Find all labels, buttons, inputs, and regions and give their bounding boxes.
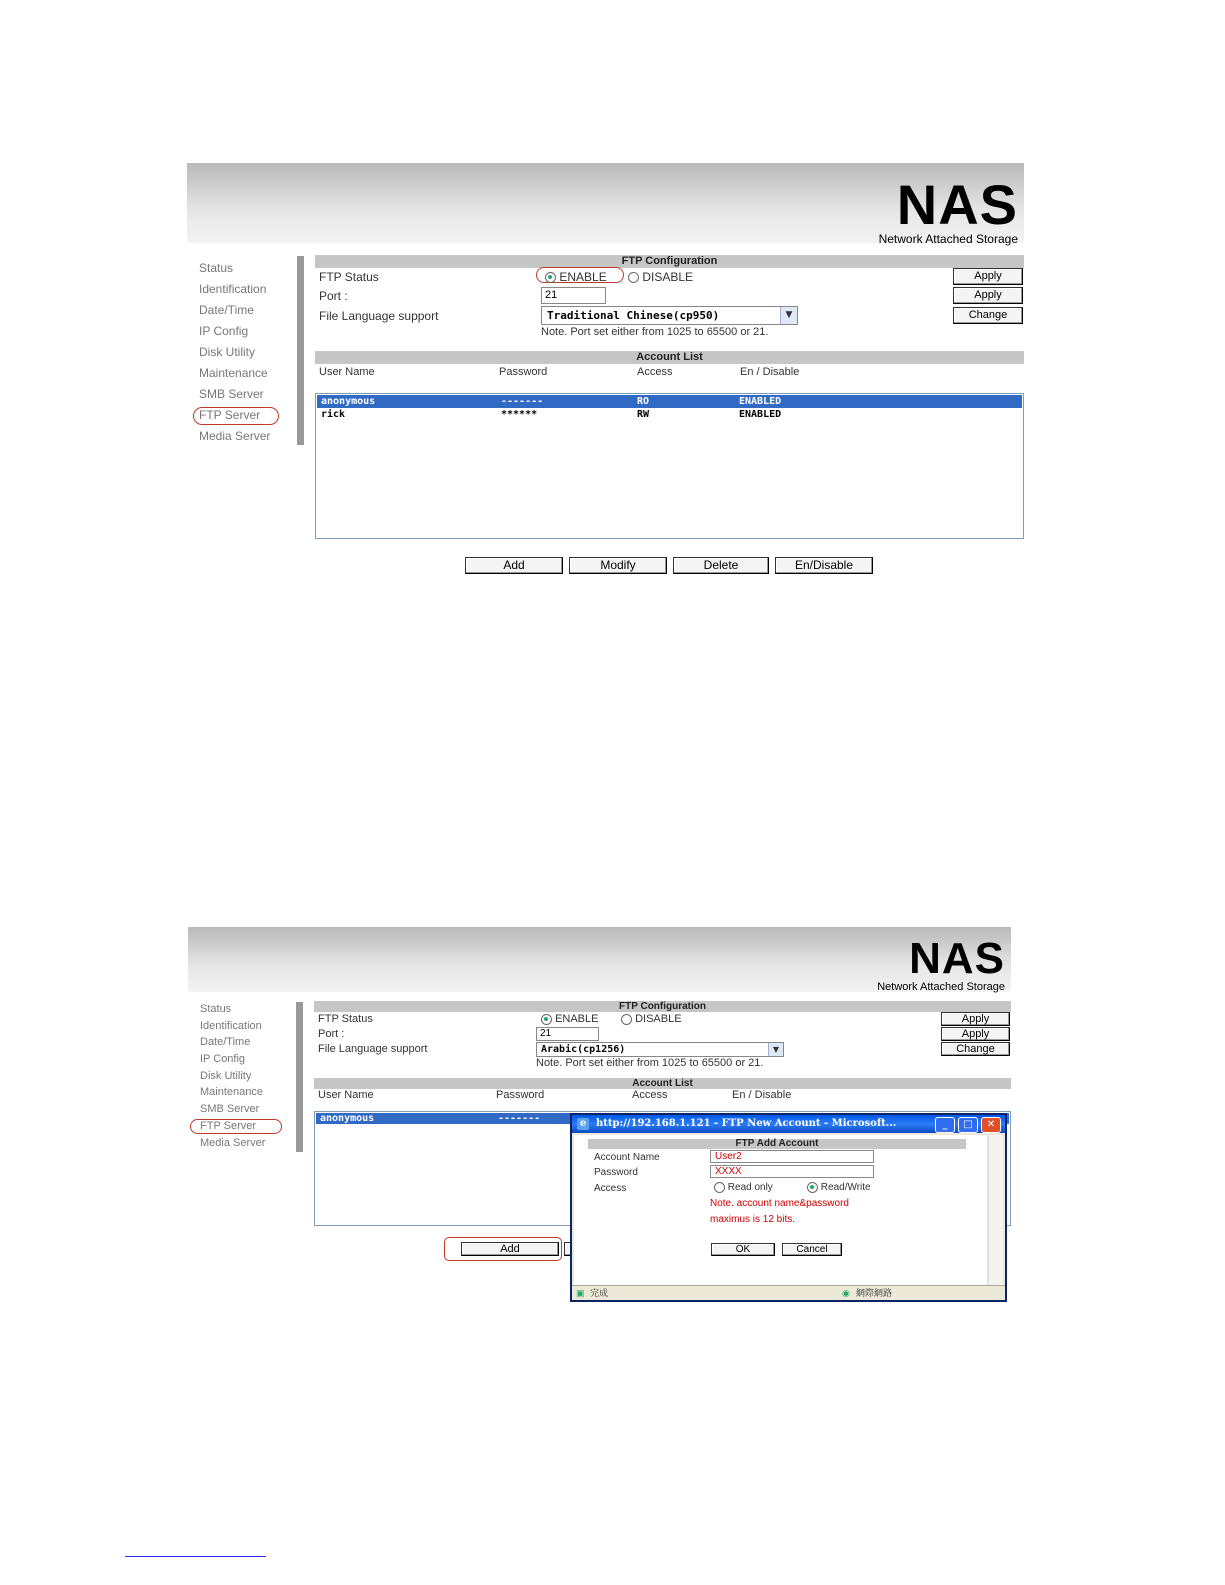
- sidebar-item-ftp-server[interactable]: FTP Server: [188, 1118, 265, 1135]
- sidebar-item-disk-utility[interactable]: Disk Utility: [200, 1069, 252, 1082]
- language-select[interactable]: Arabic(cp1256) ▼: [536, 1042, 784, 1057]
- new-account-window: [570, 1113, 1007, 1302]
- window-status-bar: [572, 1285, 1005, 1300]
- language-row: [315, 306, 1024, 325]
- account-name-input[interactable]: User2: [710, 1150, 874, 1163]
- chevron-down-icon[interactable]: ▼: [768, 1043, 783, 1056]
- read-only-option[interactable]: Read only: [714, 1182, 773, 1193]
- port-note: Note. Port set either from 1025 to 65500 or 21.: [541, 326, 769, 338]
- nas-logo: NAS Network Attached Storage: [878, 173, 1018, 246]
- ftp-status-row: [315, 268, 1024, 287]
- cancel-button[interactable]: Cancel: [782, 1243, 842, 1256]
- note-row: [314, 1057, 1011, 1078]
- delete-button[interactable]: Delete: [673, 557, 769, 574]
- main-panel: [315, 255, 1024, 420]
- apply-port-button[interactable]: Apply: [941, 1027, 1010, 1041]
- change-language-button[interactable]: Change: [941, 1042, 1010, 1056]
- minimize-icon[interactable]: _: [935, 1117, 955, 1133]
- header-banner: [188, 927, 1011, 992]
- port-label: Port :: [318, 1028, 345, 1040]
- read-write-option[interactable]: Read/Write: [807, 1182, 871, 1193]
- enable-radio[interactable]: [545, 272, 556, 283]
- read-only-radio[interactable]: [714, 1182, 725, 1193]
- account-list-heading: Account List: [315, 351, 1024, 364]
- account-listbox[interactable]: [315, 393, 1024, 539]
- col-access: Access: [637, 366, 673, 378]
- popup-note-line2: maximus is 12 bits.: [710, 1214, 796, 1225]
- footer-link-underline: [125, 1556, 266, 1557]
- close-icon[interactable]: ✕: [981, 1117, 1001, 1133]
- account-name-label: Account Name: [594, 1152, 660, 1163]
- account-list-columns: [315, 364, 1024, 381]
- col-access: Access: [632, 1089, 668, 1101]
- account-list-heading: Account List: [314, 1078, 1011, 1089]
- note-row: [315, 325, 1024, 351]
- apply-status-button[interactable]: Apply: [941, 1012, 1010, 1026]
- window-title: http://192.168.1.121 - FTP New Account - Microsoft...: [596, 1118, 897, 1129]
- sidebar-item-ftp-server[interactable]: FTP Server: [187, 405, 270, 426]
- table-row[interactable]: anonymous -------: [316, 1113, 1009, 1124]
- sidebar-item-smb-server[interactable]: SMB Server: [199, 387, 264, 401]
- ftp-status-row: [314, 1012, 1011, 1027]
- window-content: [574, 1135, 987, 1285]
- account-list-columns: [314, 1089, 1011, 1100]
- sidebar-item-maintenance[interactable]: Maintenance: [200, 1086, 263, 1099]
- enable-option[interactable]: ENABLE: [545, 270, 607, 284]
- col-en-disable: En / Disable: [740, 366, 800, 378]
- browser-icon: e: [577, 1118, 589, 1130]
- col-en-disable: En / Disable: [732, 1089, 792, 1101]
- sidebar-item-status[interactable]: Status: [200, 1003, 232, 1015]
- add-button[interactable]: Add: [465, 557, 563, 574]
- col-password: Password: [496, 1089, 545, 1101]
- status-done-text: 完成: [590, 1288, 609, 1298]
- en-disable-button[interactable]: En/Disable: [775, 557, 873, 574]
- sidebar-item-ip-config[interactable]: IP Config: [200, 1053, 246, 1066]
- col-password: Password: [499, 366, 548, 378]
- table-row[interactable]: anonymous ------- RO ENABLED: [317, 395, 1022, 408]
- modify-button[interactable]: Modify: [569, 557, 667, 574]
- ftp-status-label: FTP Status: [319, 270, 379, 284]
- popup-note-line1: Note. account name&password: [710, 1198, 849, 1209]
- nas-logo: NAS Network Attached Storage: [877, 934, 1005, 993]
- enable-radio[interactable]: [541, 1014, 552, 1025]
- ftp-config-heading: FTP Configuration: [314, 1001, 1011, 1012]
- page-icon: ▣: [576, 1288, 585, 1298]
- globe-icon: ◉: [842, 1288, 850, 1298]
- ftp-status-label: FTP Status: [318, 1013, 373, 1025]
- port-input[interactable]: 21: [541, 287, 606, 304]
- sidebar-item-maintenance[interactable]: Maintenance: [199, 366, 268, 380]
- port-input[interactable]: 21: [536, 1027, 599, 1041]
- disable-option[interactable]: DISABLE: [628, 270, 693, 284]
- status-zone-text: 網際網路: [856, 1288, 893, 1298]
- sidebar-item-identification[interactable]: Identification: [200, 1019, 262, 1032]
- change-language-button[interactable]: Change: [953, 307, 1023, 324]
- sidebar-item-disk-utility[interactable]: Disk Utility: [199, 345, 255, 359]
- sidebar-item-media-server[interactable]: Media Server: [199, 429, 271, 443]
- language-row: [314, 1042, 1011, 1057]
- apply-port-button[interactable]: Apply: [953, 287, 1023, 304]
- password-label: Password: [594, 1167, 638, 1178]
- chevron-down-icon[interactable]: ▼: [780, 307, 797, 324]
- sidebar-item-media-server[interactable]: Media Server: [200, 1136, 266, 1149]
- port-row: [314, 1027, 1011, 1042]
- nas-ftp-add-account-screenshot: [188, 927, 1011, 1305]
- sidebar-item-date-time[interactable]: Date/Time: [200, 1036, 251, 1049]
- sidebar-nav: [188, 1001, 265, 1151]
- disable-radio[interactable]: [628, 272, 639, 283]
- apply-status-button[interactable]: Apply: [953, 268, 1023, 285]
- ok-button[interactable]: OK: [711, 1243, 775, 1256]
- col-user-name: User Name: [318, 1089, 374, 1101]
- language-label: File Language support: [319, 309, 439, 323]
- col-user-name: User Name: [319, 366, 375, 378]
- disable-option[interactable]: DISABLE: [621, 1013, 682, 1025]
- port-note: Note. Port set either from 1025 to 65500 or 21.: [536, 1057, 764, 1069]
- table-row[interactable]: rick ****** RW ENABLED: [321, 409, 782, 420]
- window-title-bar[interactable]: [572, 1115, 1005, 1133]
- window-scrollbar[interactable]: [988, 1135, 1003, 1285]
- port-row: [315, 287, 1024, 306]
- nas-ftp-config-screenshot: [187, 163, 1024, 578]
- disable-radio[interactable]: [621, 1014, 632, 1025]
- sidebar-item-identification[interactable]: Identification: [199, 282, 267, 296]
- add-button[interactable]: Add: [461, 1242, 559, 1256]
- sidebar-nav: [187, 258, 270, 447]
- sidebar-item-smb-server[interactable]: SMB Server: [200, 1103, 260, 1116]
- access-label: Access: [594, 1183, 627, 1194]
- ftp-config-heading: FTP Configuration: [315, 255, 1024, 268]
- add-account-heading: FTP Add Account: [588, 1139, 966, 1149]
- enable-option[interactable]: ENABLE: [541, 1013, 598, 1025]
- language-select[interactable]: Traditional Chinese(cp950) ▼: [541, 306, 798, 325]
- sidebar-divider: [296, 1002, 303, 1152]
- maximize-icon[interactable]: □: [958, 1117, 978, 1133]
- sidebar-item-date-time[interactable]: Date/Time: [199, 303, 254, 317]
- sidebar-item-status[interactable]: Status: [199, 261, 234, 275]
- read-write-radio[interactable]: [807, 1182, 818, 1193]
- sidebar-item-ip-config[interactable]: IP Config: [199, 324, 249, 338]
- header-banner: [187, 163, 1024, 246]
- language-label: File Language support: [318, 1043, 428, 1055]
- port-label: Port :: [319, 289, 348, 303]
- sidebar-divider: [297, 256, 304, 445]
- password-input[interactable]: XXXX: [710, 1165, 874, 1178]
